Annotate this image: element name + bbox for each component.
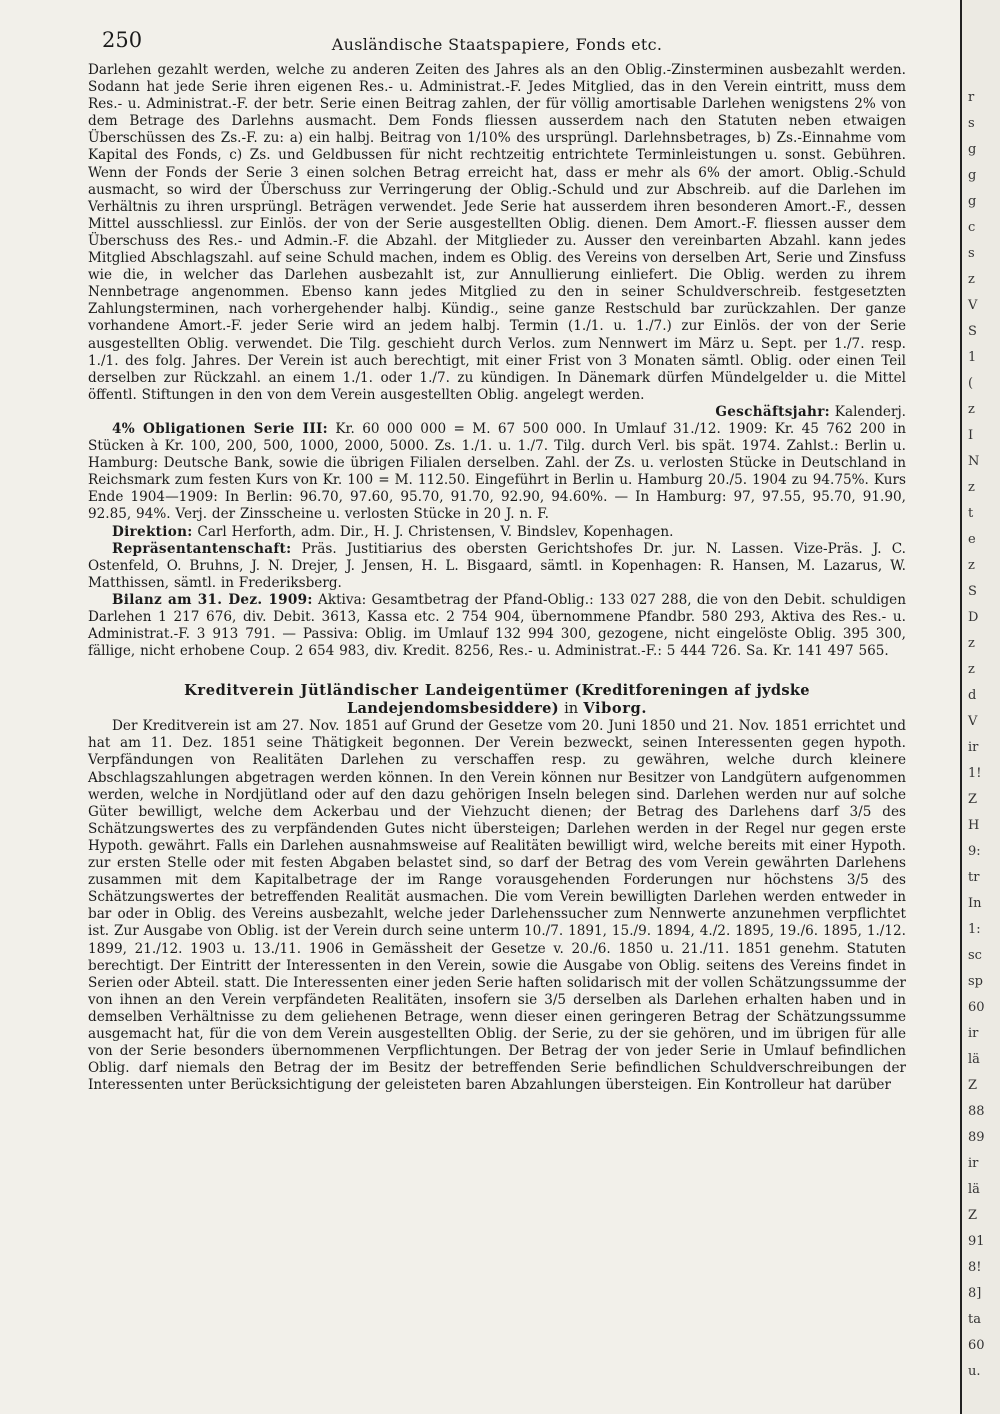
edge-glyph: 8! (968, 1260, 982, 1275)
edge-glyph: d (968, 688, 977, 703)
edge-glyph: S (968, 584, 977, 599)
edge-glyph: I (968, 428, 974, 443)
edge-glyph: ir (968, 740, 979, 755)
balance-label: Bilanz am 31. Dez. 1909: (112, 591, 313, 608)
edge-glyph: 91 (968, 1234, 985, 1249)
fiscal-year-value: Kalenderj. (829, 403, 906, 420)
edge-glyph: s (968, 116, 975, 131)
fiscal-year-label: Geschäftsjahr: (715, 403, 830, 420)
edge-glyph: ( (968, 376, 974, 391)
edge-glyph: tr (968, 870, 980, 885)
edge-glyph: g (968, 168, 977, 183)
edge-glyph: ta (968, 1312, 981, 1327)
edge-glyph: 1! (968, 766, 982, 781)
edge-glyph: Z (968, 1208, 978, 1223)
edge-glyph: z (968, 636, 975, 651)
edge-glyph: 88 (968, 1104, 985, 1119)
edge-glyph: In (968, 896, 982, 911)
edge-glyph: S (968, 324, 977, 339)
edge-glyph: V (968, 298, 978, 313)
edge-glyph: 60 (968, 1338, 985, 1353)
section2-title-paren: (Kreditforeningen af jydske Landejendomsbesiddere) (346, 682, 810, 718)
representation-paragraph (88, 541, 906, 592)
edge-glyph: 1 (968, 350, 977, 365)
edge-glyph: 89 (968, 1130, 985, 1145)
edge-glyph: sp (968, 974, 983, 989)
edge-glyph: 1: (968, 922, 981, 937)
direction-label: Direktion: (112, 523, 193, 540)
edge-glyph: g (968, 142, 977, 157)
edge-glyph: u. (968, 1364, 981, 1379)
page (88, 28, 906, 1094)
balance-text: Aktiva: Gesamtbetrag der Pfand-Oblig.: 133 027 288, die von den Debit. schuldigen Darlehen 1 217 676, div. Debit. 3613, Kassa etc. 2 754 904, übernommene Pfandbr. 580 293, Aktiva des Res.- u. Administrat.-F. 3 913 791. — Passiva: Oblig. im Umlauf 132 994 300, gezogene, nicht eingelöste Oblig. 395 300, fällige, nicht erhobene Coup. 2 654 983, div. Kredit. 8256, Res.- u. Administrat.-F.: 5 444 726. Sa. Kr. 141 497 565. (88, 591, 906, 660)
edge-glyph: lä (968, 1182, 980, 1197)
edge-glyph: Z (968, 792, 978, 807)
edge-glyph: Z (968, 1078, 978, 1093)
edge-glyph: t (968, 506, 974, 521)
balance-paragraph (88, 592, 906, 660)
running-title: Ausländische Staatspapiere, Fonds etc. (331, 35, 663, 54)
edge-glyph: c (968, 220, 976, 235)
edge-glyph: z (968, 402, 975, 417)
direction-text: Carl Herforth, adm. Dir., H. J. Christensen, V. Bindslev, Kopenhagen. (192, 523, 674, 540)
section1-intro: Darlehen gezahlt werden, welche zu anderen Zeiten des Jahres als an den Oblig.-Zinsterminen ausbezahlt werden. Sodann hat jede Serie ihren eigenen Res.- u. Administrat.-F. Jedes Mitglied, das in den Verein eintritt, muss dem Res.- u. Administrat.-F. der betr. Serie einen Beitrag zahlen, der für völlig amortisable Darlehen wenigstens 2% von dem Betrage des Darlehns ausmacht. Dem Fonds fliessen ausserdem nach den Statuten neben etwaigen Überschüssen des Zs.-F. zu: a) ein halbj. Beitrag von 1/10% des ursprüngl. Darlehnsbetrages, b) Zs.-Einnahme vom Kapital des Fonds, c) Zs. und Geldbussen für nicht rechtzeitig entrichtete Terminleistungen u. sonst. Gebühren. Wenn der Fonds der Serie 3 einen solchen Betrag erreicht hat, dass er mehr als 6% der amort. Oblig.-Schuld ausmacht, so wird der Überschuss zur Verringerung der Oblig.-Schuld und zur Abschreib. auf die Darlehen im Verhältnis zu ihren ursprüngl. Beträgen verwendet. Jede Serie hat ausserdem ihren besonderen Amort.-F., dessen Mittel ausschliessl. zur Einlös. der von der Serie ausgestellten Oblig. dienen. Dem Amort.-F. fliessen ausser dem Überschuss des Res.- und Admin.-F. die Abzahl. der Mitglieder zu. Ausser den vereinbarten Abzahl. kann jedes Mitglied Abschlagszahl. auf seine Schuld machen, indem es Oblig. des Vereins von derselben Art, Serie und Zinsfuss wie die, in welcher das Darlehen ausbezahlt ist, zur Annullierung einliefert. Die Oblig. werden zu ihrem Nennbetrage angenommen. Ebenso kann jedes Mitglied zu den in seiner Schuldverschreib. festgesetzten Zahlungsterminen, nach vorhergehender halbj. Kündig., seine ganze Restschuld bar zurückzahlen. Der ganze vorhandene Amort.-F. jeder Serie wird an jedem halbj. Termin (1./1. u. 1./7.) zur Einlös. der von der Serie ausgestellten Oblig. verwendet. Die Tilg. geschieht durch Verlos. zum Nennwert im März u. Sept. per 1./7. resp. 1./1. des folg. Jahres. Der Verein ist auch berechtigt, mit einer Frist von 3 Monaten sämtl. Oblig. oder einen Teil derselben zur Rückzahl. an einem 1./1. oder 1./7. zu kündigen. In Dänemark dürfen Mündelgelder u. die Mittel öffentl. Stiftungen in den von dem Verein ausgestellten Oblig. angelegt werden. (88, 62, 906, 403)
edge-glyph: z (968, 272, 975, 287)
edge-glyph: 8] (968, 1286, 982, 1301)
adjacent-page-edge (960, 0, 1000, 1414)
edge-glyph: z (968, 480, 975, 495)
direction-paragraph (88, 524, 906, 541)
edge-glyph: D (968, 610, 979, 625)
edge-glyph: r (968, 90, 975, 105)
section2-title (88, 682, 906, 718)
edge-glyph: lä (968, 1052, 980, 1067)
edge-glyph: 60 (968, 1000, 985, 1015)
page-number: 250 (102, 28, 143, 52)
section2-title-in: in (558, 700, 584, 718)
edge-glyph: g (968, 194, 977, 209)
edge-glyph: ir (968, 1156, 979, 1171)
edge-glyph: H (968, 818, 980, 833)
edge-glyph: ir (968, 1026, 979, 1041)
fiscal-year-line (88, 404, 906, 421)
edge-glyph: e (968, 532, 976, 547)
section2-title-main: Kreditverein Jütländischer Landeigentümer (184, 682, 569, 700)
bonds-label: 4% Obligationen Serie III: (112, 420, 328, 437)
bonds-text: Kr. 60 000 000 = M. 67 500 000. In Umlauf 31./12. 1909: Kr. 45 762 200 in Stücken à Kr. 100, 200, 500, 1000, 2000, 5000. Zs. 1./1. u. 1./7. Tilg. durch Verl. bis spät. 1974. Zahlst.: Berlin u. Hamburg: Deutsche Bank, sowie die übrigen Filialen derselben. Zahl. der Zs. u. verlosten Stücke in Deutschland in Reichsmark zum festen Kurs von Kr. 100 = M. 112.50. Eingeführt in Berlin u. Hamburg 20./5. 1904 zu 94.75%. Kurs Ende 1904—1909: In Berlin: 96.70, 97.60, 95.70, 91.70, 92.90, 94.60%. — In Hamburg: 97, 97.55, 95.70, 91.90, 92.85, 94%. Verj. der Zinsscheine u. verlosten Stücke in 20 J. n. F. (88, 420, 906, 523)
page-header (88, 28, 906, 62)
edge-glyph: s (968, 246, 975, 261)
text-column (88, 62, 906, 1094)
representation-text: Präs. Justitiarius des obersten Gerichtshofes Dr. jur. N. Lassen. Vize-Präs. J. C. Ostenfeld, O. Bruhns, J. N. Drejer, J. Jensen, H. L. Bisgaard, sämtl. in Kopenhagen: R. Hansen, M. Lazarus, W. Matthissen, sämtl. in Frederiksberg. (88, 540, 906, 591)
edge-glyph: N (968, 454, 980, 469)
section2-title-city: Viborg. (583, 700, 648, 718)
bonds-paragraph (88, 421, 906, 524)
edge-glyph: 9: (968, 844, 981, 859)
representation-label: Repräsentantenschaft: (112, 540, 292, 557)
edge-glyph: sc (968, 948, 982, 963)
edge-glyph: z (968, 558, 975, 573)
edge-glyph: z (968, 662, 975, 677)
section2-body: Der Kreditverein ist am 27. Nov. 1851 auf Grund der Gesetze vom 20. Juni 1850 und 21. Nov. 1851 errichtet und hat am 11. Dez. 1851 seine Thätigkeit begonnen. Der Verein bezweckt, seinen Interessenten gegen hypoth. Verpfändungen von Realitäten Darlehen zu verschaffen resp. zu gewähren, welche durch kleinere Abschlagszahlungen abgetragen werden können. In den Verein können nur Besitzer von Landgütern aufgenommen werden, welche in Nordjütland oder auf den dazu gehörigen Inseln belegen sind. Darlehen werden nur auf solche Güter bewilligt, welche dem Ackerbau und der Viehzucht dienen; der Betrag des Darlehens darf 3/5 des Schätzungswertes des zu verpfändenden Gutes nicht übersteigen; Darlehen werden in der Regel nur gegen erste Hypoth. gewährt. Falls ein Darlehen ausnahmsweise auf Realitäten bewilligt wird, welche bereits mit einer Hypoth. zur ersten Stelle oder mit festen Abgaben belastet sind, so darf der Betrag des vom Verein gewährten Darlehens zusammen mit dem Kapitalbetrage der im Range vorausgehenden Forderungen nur höchstens 3/5 des Schätzungswertes der betreffenden Realität ausmachen. Die vom Verein bewilligten Darlehen werden entweder in bar oder in Oblig. des Vereins ausbezahlt, welche jeder Darlehenssucher zum Nennwerte anzunehmen verpflichtet ist. Zur Ausgabe von Oblig. ist der Verein durch seine unterm 10./7. 1891, 15./9. 1894, 4./2. 1895, 19./6. 1895, 1./12. 1899, 21./12. 1903 u. 13./11. 1906 in Gemässheit der Gesetze v. 20./6. 1850 u. 21./11. 1851 genehm. Statuten berechtigt. Der Eintritt der Interessenten in den Verein, sowie die Ausgabe von Oblig. seitens des Vereins findet in Serien oder Abteil. statt. Die Interessenten einer jeden Serie haften solidarisch mit der vollen Schätzungssumme der von ihnen an den Verein verpfändeten Realitäten, insofern sie 3/5 derselben als Darlehen erhalten haben und in demselben Verhältnisse zu dem geliehenen Betrage, wenn dieser einen geringeren Betrag der Schätzungssumme ausgemacht hat, für die von dem Verein ausgestellten Oblig. der Serie, zu der sie gehören, und im übrigen für alle von der Serie besonders übernommenen Verpflichtungen. Der Betrag der von jeder Serie in Umlauf befindlichen Oblig. darf niemals den Betrag der im Besitz der betreffenden Serie befindlichen Schuldverschreibungen der Interessenten unter Berücksichtigung der geleisteten baren Abzahlungen übersteigen. Ein Kontrolleur hat darüber (88, 718, 906, 1094)
edge-glyph: V (968, 714, 978, 729)
